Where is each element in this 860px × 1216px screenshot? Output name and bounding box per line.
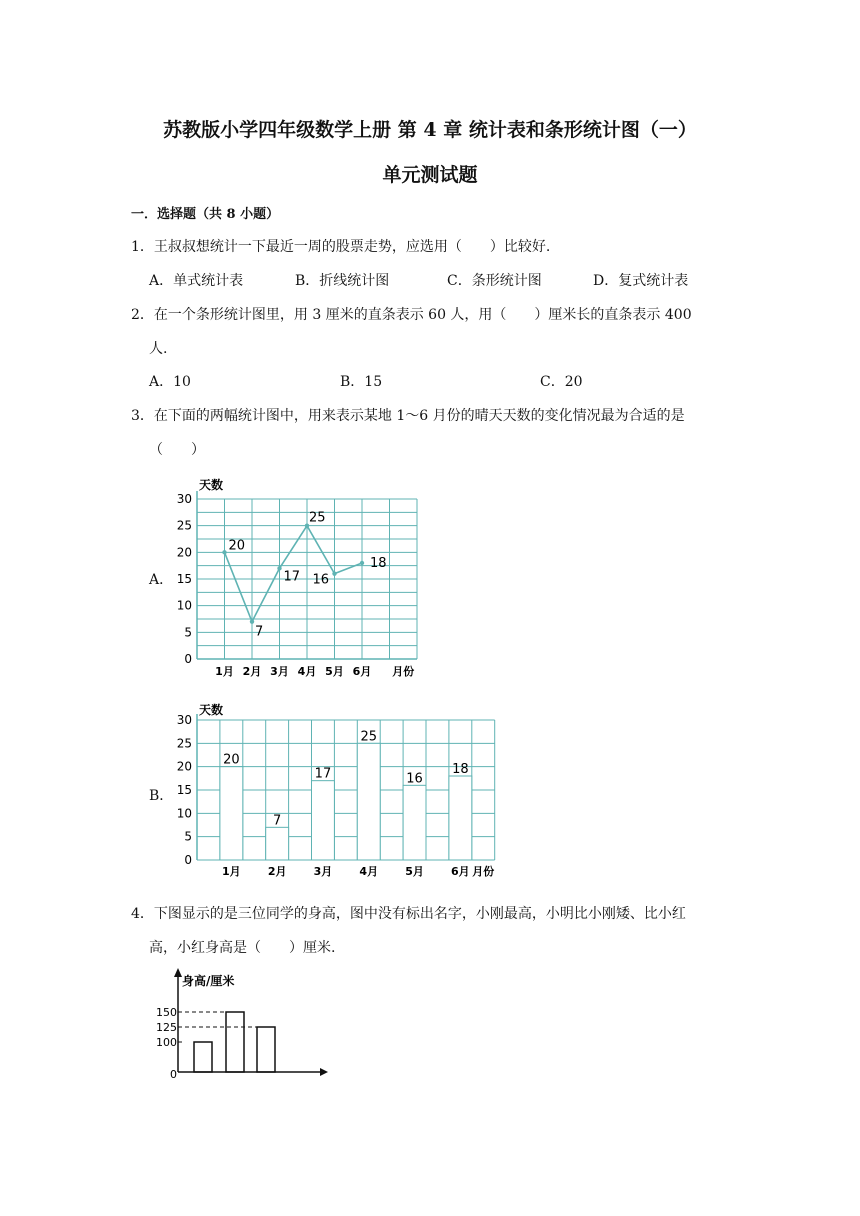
y-tick-label: 0: [170, 1068, 177, 1081]
y-tick-label: 15: [176, 572, 192, 586]
x-tick-label: 4月: [297, 665, 317, 678]
question-1: 1．王叔叔想统计一下最近一周的股票走势，应选用（ ）比较好.: [131, 239, 551, 255]
y-tick-label: 5: [184, 625, 192, 640]
x-tick-label: 6月: [451, 865, 470, 878]
q1-option-d[interactable]: D．复式统计表: [593, 273, 689, 289]
question-4-line2: 高，小红身高是（ ）厘米.: [149, 940, 336, 956]
data-label: 16: [406, 771, 423, 787]
question-3-line1: 3．在下面的两幅统计图中，用来表示某地 1～6 月份的晴天天数的变化情况最为合适的是: [131, 408, 685, 424]
x-axis-arrow: [320, 1068, 328, 1076]
x-tick-label: 1月: [222, 865, 241, 878]
y-axis-label: 身高/厘米: [182, 974, 235, 988]
data-label: 7: [255, 624, 264, 640]
bar: [226, 1012, 244, 1072]
data-point: [277, 566, 281, 570]
q3-option-a-label[interactable]: A．: [149, 572, 174, 588]
x-tick-label: 5月: [325, 665, 344, 678]
q2-option-c[interactable]: C．20: [540, 374, 583, 390]
page-subtitle: 单元测试题: [382, 164, 478, 186]
x-tick-label: 1月: [215, 665, 234, 678]
x-tick-label: 2月: [242, 665, 262, 678]
question-4-line1: 4．下图显示的是三位同学的身高，图中没有标出名字，小刚最高，小明比小刚矮、比小红: [131, 906, 686, 922]
line-chart: [170, 473, 415, 683]
x-tick-label: 4月: [359, 865, 379, 878]
q1-option-a[interactable]: A．单式统计表: [149, 273, 244, 289]
data-point: [360, 561, 364, 565]
y-axis-arrow: [174, 968, 182, 977]
y-tick-label: 125: [156, 1021, 177, 1034]
bar: [312, 781, 335, 860]
q2-option-b[interactable]: B．15: [340, 374, 383, 390]
data-label: 20: [223, 752, 240, 768]
bar: [266, 827, 289, 860]
bar: [449, 776, 472, 860]
y-tick-label: 100: [156, 1036, 177, 1049]
y-tick-label: 30: [176, 492, 192, 506]
data-label: 18: [452, 762, 469, 777]
bar: [257, 1027, 275, 1072]
data-label: 18: [370, 556, 387, 571]
bar: [194, 1042, 212, 1072]
y-tick-label: 25: [176, 518, 192, 533]
y-tick-label: 5: [184, 829, 192, 844]
page-title: 苏教版小学四年级数学上册 第 4 章 统计表和条形统计图（一）: [163, 119, 697, 141]
x-axis-label: 月份: [472, 865, 495, 878]
y-tick-label: 150: [156, 1006, 177, 1019]
y-tick-label: 25: [176, 736, 192, 751]
y-tick-label: 10: [176, 598, 192, 613]
y-tick-label: 0: [184, 652, 192, 666]
data-point: [332, 571, 336, 575]
q1-option-b[interactable]: B．折线统计图: [295, 273, 390, 289]
y-tick-label: 10: [176, 806, 192, 821]
y-axis-label: 天数: [199, 703, 224, 717]
x-tick-label: 3月: [270, 665, 289, 678]
x-tick-label: 5月: [405, 865, 424, 878]
data-label: 7: [273, 813, 282, 829]
bar: [403, 785, 426, 860]
q3-option-b-label[interactable]: B．: [149, 788, 174, 804]
x-axis-label: 月份: [392, 665, 415, 678]
question-2-line2: 人.: [149, 341, 168, 357]
question-3-line2: （ ）: [149, 442, 205, 458]
x-tick-label: 3月: [313, 865, 333, 878]
data-point: [250, 619, 254, 623]
data-point: [222, 550, 226, 554]
data-label: 20: [228, 538, 246, 554]
x-tick-label: 6月: [352, 665, 372, 678]
bar-chart: [170, 698, 510, 886]
q2-option-a[interactable]: A．10: [149, 374, 191, 390]
question-2-line1: 2．在一个条形统计图里，用 3 厘米的直条表示 60 人，用（ ）厘米长的直条表示 400: [131, 307, 692, 323]
y-tick-label: 20: [176, 759, 192, 774]
data-label: 17: [283, 569, 301, 585]
section-heading: 一．选择题（共 8 小题）: [131, 207, 280, 222]
x-tick-label: 2月: [267, 865, 287, 878]
bar: [220, 767, 243, 860]
data-label: 17: [314, 766, 332, 782]
y-tick-label: 20: [176, 545, 192, 560]
q1-option-c[interactable]: C．条形统计图: [447, 273, 542, 289]
data-label: 16: [312, 572, 330, 588]
y-axis-label: 天数: [199, 478, 224, 492]
bar: [357, 743, 380, 860]
data-label: 25: [360, 729, 378, 745]
height-bar-chart: [150, 965, 330, 1087]
y-tick-label: 0: [184, 853, 192, 867]
data-label: 25: [309, 510, 326, 526]
y-tick-label: 30: [176, 713, 192, 727]
y-tick-label: 15: [176, 783, 192, 797]
